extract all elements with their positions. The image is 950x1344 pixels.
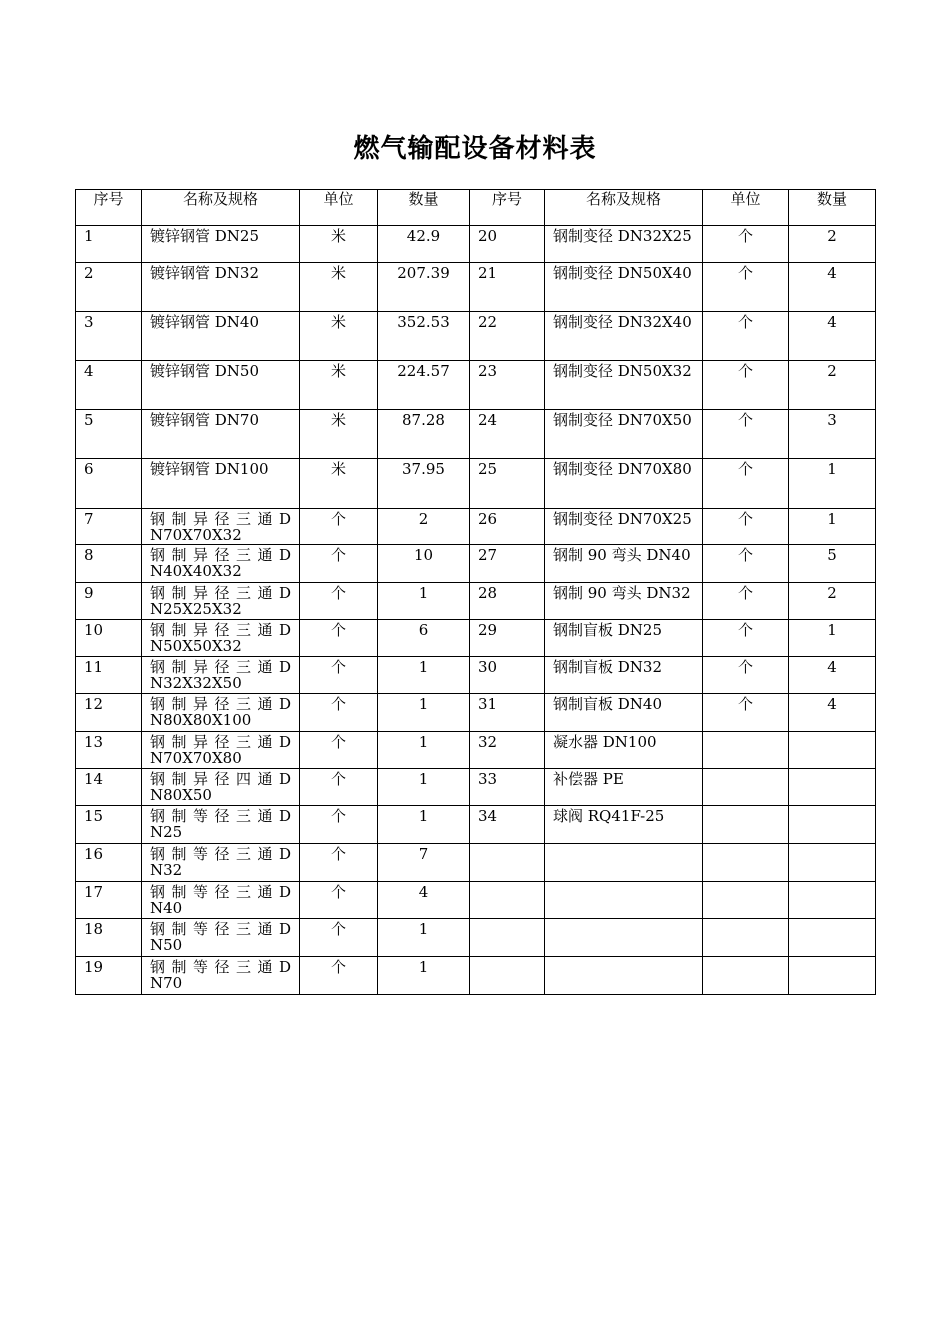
quantity-cell: 2 [789, 361, 876, 410]
table-body [76, 226, 876, 995]
table-row [76, 957, 876, 995]
table-row [76, 263, 876, 312]
table-row [76, 583, 876, 620]
quantity-cell: 1 [378, 657, 470, 694]
unit-cell: 个 [300, 769, 378, 806]
seq-cell: 33 [470, 769, 545, 806]
table-header-row [76, 190, 876, 226]
name-cell: 钢 制 异 径 三 通 DN70X70X80 [142, 732, 300, 769]
quantity-cell: 1 [789, 620, 876, 657]
name-cell: 钢 制 异 径 三 通 DN50X50X32 [142, 620, 300, 657]
quantity-cell: 5 [789, 545, 876, 583]
unit-cell: 个 [703, 620, 789, 657]
name-cell: 钢 制 异 径 四 通 DN80X50 [142, 769, 300, 806]
unit-cell: 个 [703, 657, 789, 694]
table-row [76, 769, 876, 806]
seq-cell: 17 [76, 882, 142, 919]
unit-cell: 个 [703, 263, 789, 312]
table-row [76, 312, 876, 361]
quantity-cell: 1 [378, 919, 470, 957]
quantity-cell: 2 [789, 226, 876, 263]
seq-cell: 14 [76, 769, 142, 806]
quantity-cell [789, 844, 876, 882]
seq-cell: 23 [470, 361, 545, 410]
name-cell: 钢 制 等 径 三 通 DN70 [142, 957, 300, 995]
seq-cell: 28 [470, 583, 545, 620]
seq-cell: 16 [76, 844, 142, 882]
seq-cell: 25 [470, 459, 545, 509]
seq-cell: 11 [76, 657, 142, 694]
name-cell: 钢制盲板 DN32 [545, 657, 703, 694]
quantity-cell: 4 [789, 312, 876, 361]
header-unit: 单位 [703, 190, 789, 226]
seq-cell: 8 [76, 545, 142, 583]
quantity-cell [789, 957, 876, 995]
unit-cell: 个 [703, 509, 789, 545]
table-row [76, 694, 876, 732]
seq-cell: 1 [76, 226, 142, 263]
seq-cell: 31 [470, 694, 545, 732]
header-qty: 数量 [789, 190, 876, 226]
unit-cell [703, 844, 789, 882]
unit-cell [703, 919, 789, 957]
unit-cell: 个 [300, 957, 378, 995]
seq-cell: 32 [470, 732, 545, 769]
table-row [76, 509, 876, 545]
seq-cell: 30 [470, 657, 545, 694]
unit-cell: 米 [300, 459, 378, 509]
header-name: 名称及规格 [545, 190, 703, 226]
seq-cell: 3 [76, 312, 142, 361]
quantity-cell [789, 769, 876, 806]
name-cell: 镀锌钢管 DN40 [142, 312, 300, 361]
quantity-cell [789, 806, 876, 844]
unit-cell: 个 [300, 509, 378, 545]
name-cell: 钢 制 异 径 三 通 DN25X25X32 [142, 583, 300, 620]
table-row [76, 226, 876, 263]
name-cell: 镀锌钢管 DN25 [142, 226, 300, 263]
seq-cell: 22 [470, 312, 545, 361]
unit-cell: 个 [300, 919, 378, 957]
unit-cell: 个 [300, 657, 378, 694]
header-name: 名称及规格 [142, 190, 300, 226]
name-cell [545, 844, 703, 882]
seq-cell: 15 [76, 806, 142, 844]
unit-cell [703, 957, 789, 995]
unit-cell: 个 [703, 361, 789, 410]
seq-cell: 7 [76, 509, 142, 545]
name-cell: 钢制变径 DN32X25 [545, 226, 703, 263]
name-cell: 凝水器 DN100 [545, 732, 703, 769]
quantity-cell: 1 [378, 583, 470, 620]
unit-cell: 个 [300, 583, 378, 620]
name-cell: 钢 制 等 径 三 通 DN50 [142, 919, 300, 957]
seq-cell [470, 919, 545, 957]
unit-cell: 个 [300, 806, 378, 844]
quantity-cell: 2 [378, 509, 470, 545]
unit-cell: 个 [703, 410, 789, 459]
table-row [76, 882, 876, 919]
name-cell: 钢 制 异 径 三 通 DN40X40X32 [142, 545, 300, 583]
quantity-cell: 3 [789, 410, 876, 459]
unit-cell: 米 [300, 226, 378, 263]
name-cell: 钢制变径 DN70X80 [545, 459, 703, 509]
quantity-cell: 4 [789, 694, 876, 732]
quantity-cell: 2 [789, 583, 876, 620]
seq-cell: 2 [76, 263, 142, 312]
quantity-cell: 1 [378, 806, 470, 844]
header-seq: 序号 [470, 190, 545, 226]
unit-cell: 个 [300, 844, 378, 882]
quantity-cell: 1 [789, 509, 876, 545]
seq-cell: 13 [76, 732, 142, 769]
seq-cell: 26 [470, 509, 545, 545]
unit-cell: 米 [300, 263, 378, 312]
name-cell: 钢制变径 DN70X50 [545, 410, 703, 459]
unit-cell: 米 [300, 410, 378, 459]
unit-cell: 个 [703, 545, 789, 583]
unit-cell: 米 [300, 312, 378, 361]
quantity-cell: 6 [378, 620, 470, 657]
table-row [76, 410, 876, 459]
unit-cell: 个 [703, 459, 789, 509]
name-cell: 钢制盲板 DN40 [545, 694, 703, 732]
quantity-cell: 352.53 [378, 312, 470, 361]
table-row [76, 459, 876, 509]
seq-cell: 29 [470, 620, 545, 657]
seq-cell: 10 [76, 620, 142, 657]
seq-cell: 4 [76, 361, 142, 410]
name-cell: 镀锌钢管 DN100 [142, 459, 300, 509]
name-cell: 钢制 90 弯头 DN32 [545, 583, 703, 620]
seq-cell: 34 [470, 806, 545, 844]
quantity-cell: 4 [789, 263, 876, 312]
unit-cell: 个 [703, 694, 789, 732]
seq-cell: 24 [470, 410, 545, 459]
seq-cell: 18 [76, 919, 142, 957]
name-cell: 镀锌钢管 DN50 [142, 361, 300, 410]
unit-cell [703, 882, 789, 919]
name-cell: 钢 制 等 径 三 通 DN40 [142, 882, 300, 919]
name-cell: 钢制变径 DN70X25 [545, 509, 703, 545]
table-row [76, 545, 876, 583]
seq-cell: 9 [76, 583, 142, 620]
name-cell [545, 882, 703, 919]
quantity-cell: 4 [789, 657, 876, 694]
quantity-cell: 4 [378, 882, 470, 919]
unit-cell [703, 732, 789, 769]
table-row [76, 732, 876, 769]
unit-cell: 个 [703, 226, 789, 263]
seq-cell [470, 882, 545, 919]
name-cell: 补偿器 PE [545, 769, 703, 806]
quantity-cell: 87.28 [378, 410, 470, 459]
unit-cell: 个 [300, 620, 378, 657]
quantity-cell: 207.39 [378, 263, 470, 312]
name-cell [545, 919, 703, 957]
name-cell: 钢制 90 弯头 DN40 [545, 545, 703, 583]
name-cell: 钢 制 异 径 三 通 DN70X70X32 [142, 509, 300, 545]
quantity-cell: 42.9 [378, 226, 470, 263]
unit-cell: 个 [300, 545, 378, 583]
name-cell: 球阀 RQ41F-25 [545, 806, 703, 844]
unit-cell: 个 [703, 312, 789, 361]
table-row [76, 919, 876, 957]
name-cell: 镀锌钢管 DN70 [142, 410, 300, 459]
header-unit: 单位 [300, 190, 378, 226]
quantity-cell [789, 882, 876, 919]
table-row [76, 806, 876, 844]
header-seq: 序号 [76, 190, 142, 226]
page-title: 燃气输配设备材料表 [353, 134, 597, 164]
unit-cell: 个 [703, 583, 789, 620]
unit-cell [703, 769, 789, 806]
seq-cell [470, 957, 545, 995]
seq-cell: 20 [470, 226, 545, 263]
name-cell: 钢 制 异 径 三 通 DN32X32X50 [142, 657, 300, 694]
quantity-cell [789, 732, 876, 769]
quantity-cell: 7 [378, 844, 470, 882]
seq-cell: 12 [76, 694, 142, 732]
name-cell: 钢 制 等 径 三 通 DN32 [142, 844, 300, 882]
quantity-cell: 1 [378, 694, 470, 732]
name-cell: 钢制变径 DN50X32 [545, 361, 703, 410]
name-cell: 钢制变径 DN32X40 [545, 312, 703, 361]
table-row [76, 620, 876, 657]
quantity-cell: 1 [789, 459, 876, 509]
quantity-cell: 224.57 [378, 361, 470, 410]
name-cell: 镀锌钢管 DN32 [142, 263, 300, 312]
unit-cell: 个 [300, 882, 378, 919]
unit-cell: 米 [300, 361, 378, 410]
seq-cell: 21 [470, 263, 545, 312]
quantity-cell [789, 919, 876, 957]
seq-cell: 5 [76, 410, 142, 459]
name-cell: 钢制变径 DN50X40 [545, 263, 703, 312]
quantity-cell: 1 [378, 732, 470, 769]
seq-cell: 19 [76, 957, 142, 995]
seq-cell: 27 [470, 545, 545, 583]
unit-cell: 个 [300, 732, 378, 769]
seq-cell [470, 844, 545, 882]
name-cell [545, 957, 703, 995]
table-row [76, 361, 876, 410]
seq-cell: 6 [76, 459, 142, 509]
table-row [76, 844, 876, 882]
header-qty: 数量 [378, 190, 470, 226]
name-cell: 钢 制 异 径 三 通 DN80X80X100 [142, 694, 300, 732]
materials-table [75, 189, 876, 995]
name-cell: 钢制盲板 DN25 [545, 620, 703, 657]
name-cell: 钢 制 等 径 三 通 DN25 [142, 806, 300, 844]
quantity-cell: 1 [378, 957, 470, 995]
unit-cell: 个 [300, 694, 378, 732]
quantity-cell: 37.95 [378, 459, 470, 509]
table-row [76, 657, 876, 694]
quantity-cell: 1 [378, 769, 470, 806]
quantity-cell: 10 [378, 545, 470, 583]
unit-cell [703, 806, 789, 844]
